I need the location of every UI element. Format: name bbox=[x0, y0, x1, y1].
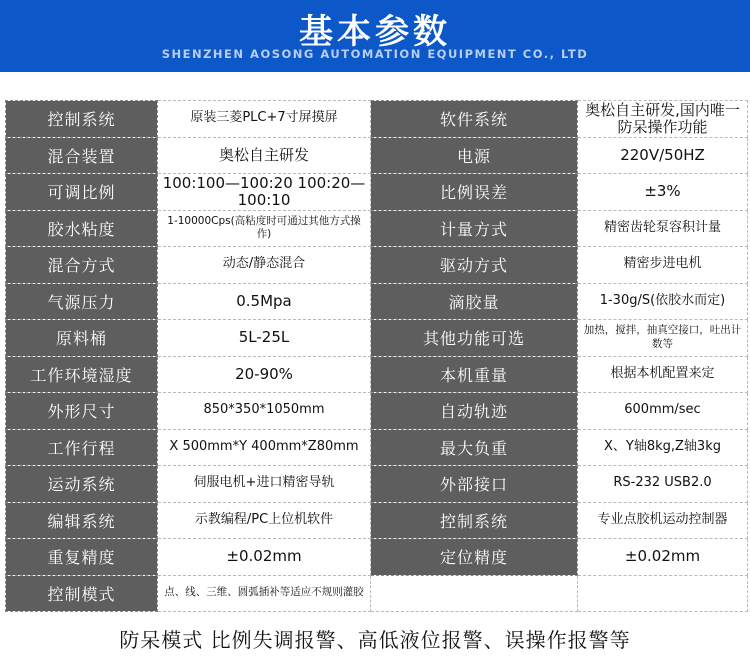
table-row bbox=[6, 539, 748, 576]
spec-key: 比例误差 bbox=[371, 174, 578, 211]
spec-key: 外形尺寸 bbox=[6, 393, 158, 430]
table-row bbox=[6, 283, 748, 320]
table-row bbox=[6, 247, 748, 284]
spec-key: 编辑系统 bbox=[6, 502, 158, 539]
spec-value: 220V/50HZ bbox=[578, 137, 748, 174]
header-banner bbox=[0, 0, 750, 72]
spec-value: X 500mm*Y 400mm*Z80mm bbox=[158, 429, 371, 466]
spec-key: 控制系统 bbox=[6, 101, 158, 138]
spec-value: 100:100—100:20 100:20—100:10 bbox=[158, 174, 371, 211]
table-row bbox=[6, 101, 748, 138]
spec-value: 精密步进电机 bbox=[578, 247, 748, 284]
spec-key: 外部接口 bbox=[371, 466, 578, 503]
table-row bbox=[6, 393, 748, 430]
table-row bbox=[6, 502, 748, 539]
spec-value: 加热，搅拌，抽真空接口，吐出计数等 bbox=[578, 320, 748, 357]
alarm-features-note: 防呆模式 比例失调报警、高低液位报警、误操作报警等 bbox=[119, 628, 631, 652]
company-name: SHENZHEN AOSONG AUTOMATION EQUIPMENT CO., LTD bbox=[161, 47, 589, 61]
spec-key: 混合方式 bbox=[6, 247, 158, 284]
spec-key: 控制系统 bbox=[371, 502, 578, 539]
table-row bbox=[6, 575, 748, 612]
spec-key: 可调比例 bbox=[6, 174, 158, 211]
spec-key: 本机重量 bbox=[371, 356, 578, 393]
spec-key: 定位精度 bbox=[371, 539, 578, 576]
spec-key: 工作环境湿度 bbox=[6, 356, 158, 393]
table-row bbox=[6, 174, 748, 211]
spec-key: 胶水粘度 bbox=[6, 210, 158, 247]
spec-key: 工作行程 bbox=[6, 429, 158, 466]
table-row bbox=[6, 137, 748, 174]
spec-value: 奥松自主研发,国内唯一防呆操作功能 bbox=[578, 101, 748, 138]
spec-key: 控制模式 bbox=[6, 575, 158, 612]
table-row bbox=[6, 356, 748, 393]
spec-key: 滴胶量 bbox=[371, 283, 578, 320]
spec-key: 最大负重 bbox=[371, 429, 578, 466]
spec-key: 重复精度 bbox=[6, 539, 158, 576]
spec-value: 根据本机配置来定 bbox=[578, 356, 748, 393]
spec-key: 电源 bbox=[371, 137, 578, 174]
table-row bbox=[6, 320, 748, 357]
spec-value: X、Y轴8kg,Z轴3kg bbox=[578, 429, 748, 466]
table-row bbox=[6, 210, 748, 247]
spec-value: 示教编程/PC上位机软件 bbox=[158, 502, 371, 539]
spec-value: 600mm/sec bbox=[578, 393, 748, 430]
spec-value: ±3% bbox=[578, 174, 748, 211]
spec-value: 原装三菱PLC+7寸屏摸屏 bbox=[158, 101, 371, 138]
spec-key: 计量方式 bbox=[371, 210, 578, 247]
spec-value: ±0.02mm bbox=[578, 539, 748, 576]
spec-value: 动态/静态混合 bbox=[158, 247, 371, 284]
spec-value: 伺服电机+进口精密导轨 bbox=[158, 466, 371, 503]
spec-key: 运动系统 bbox=[6, 466, 158, 503]
spec-value: 1-30g/S(依胶水而定) bbox=[578, 283, 748, 320]
spec-key: 气源压力 bbox=[6, 283, 158, 320]
spec-value: 点、线、三维、圆弧插补等适应不规则灌胶 bbox=[158, 575, 371, 612]
table-row bbox=[6, 429, 748, 466]
spec-value: 20-90% bbox=[158, 356, 371, 393]
table-row bbox=[6, 466, 748, 503]
spec-value: 专业点胶机运动控制器 bbox=[578, 502, 748, 539]
spec-key: 混合装置 bbox=[6, 137, 158, 174]
page-title: 基本参数 bbox=[299, 12, 451, 52]
spec-value: 5L-25L bbox=[158, 320, 371, 357]
empty-cell bbox=[578, 575, 748, 612]
spec-key: 原料桶 bbox=[6, 320, 158, 357]
spec-value: 0.5Mpa bbox=[158, 283, 371, 320]
spec-key: 自动轨迹 bbox=[371, 393, 578, 430]
spec-value: 850*350*1050mm bbox=[158, 393, 371, 430]
spec-value: 奥松自主研发 bbox=[158, 137, 371, 174]
spec-key: 驱动方式 bbox=[371, 247, 578, 284]
spec-value: RS-232 USB2.0 bbox=[578, 466, 748, 503]
spec-value: ±0.02mm bbox=[158, 539, 371, 576]
spec-value: 1-10000Cps(高粘度时可通过其他方式操作) bbox=[158, 210, 371, 247]
spec-value: 精密齿轮泵容积计量 bbox=[578, 210, 748, 247]
spec-table bbox=[5, 100, 748, 612]
spec-key: 软件系统 bbox=[371, 101, 578, 138]
spec-key: 其他功能可选 bbox=[371, 320, 578, 357]
empty-cell bbox=[371, 575, 578, 612]
